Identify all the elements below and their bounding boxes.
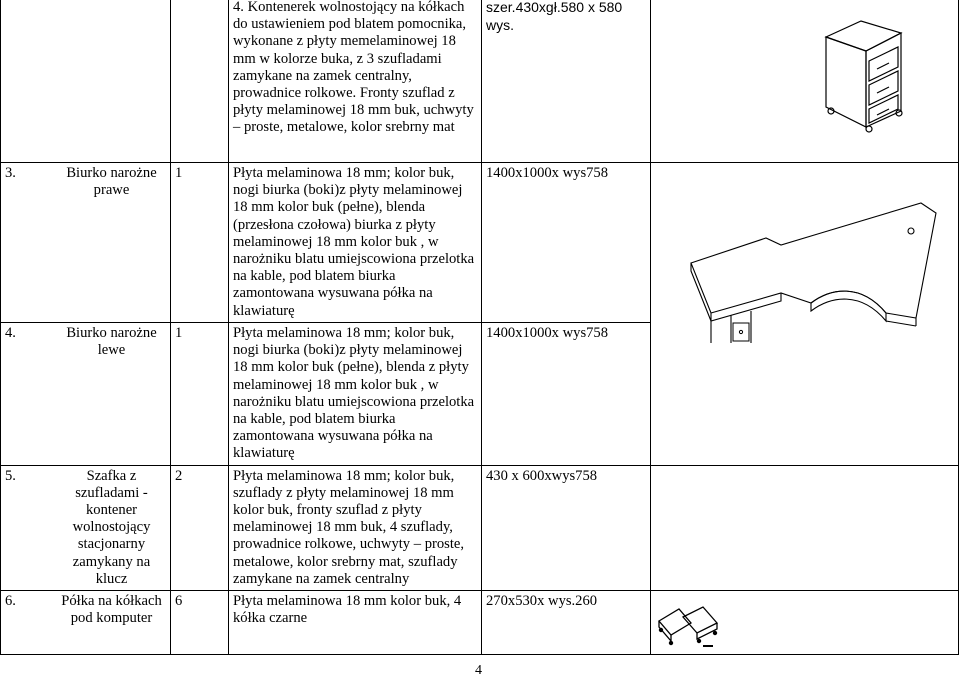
description-cell (229, 323, 482, 466)
quantity-cell (171, 465, 229, 590)
quantity-cell (171, 591, 229, 655)
item-name-cell (1, 323, 171, 466)
item-name-cell (1, 465, 171, 590)
corner-desk-drawing-icon (671, 193, 941, 343)
quantity-value: 6 (175, 593, 183, 610)
quantity-value: 1 (175, 165, 183, 181)
image-cell (651, 163, 959, 466)
dimensions-cell (482, 0, 651, 163)
dimensions-text: 430 x 600xwys758 (486, 467, 598, 484)
description-text: Płyta melaminowa 18 mm; kolor buk, szuflady z płyty melaminowej 18 mm kolor buk, fronty szuflad z płyty melaminowej 18 mm buk, 4 szuflady, prowadnice rolkowe, uchwyty – proste, metalowe, kolor srebrny mat, szuflady zamykane na zamek centralny (233, 467, 465, 587)
image-cell (651, 465, 959, 590)
dimensions-text: 1400x1000x wys758 (486, 165, 609, 181)
dimensions-cell (482, 465, 651, 590)
table-row (1, 0, 959, 163)
page-number: 4 (475, 663, 482, 678)
item-number: 4. (5, 325, 16, 341)
dimensions-text: szer.430xgł.580 x 580 wys. (486, 0, 623, 34)
cpu-stand-drawing-icon (651, 603, 731, 649)
description-cell (229, 465, 482, 590)
item-name: Biurko narożne prawe (66, 165, 157, 199)
item-name-cell (1, 163, 171, 323)
item-name: Półka na kółkach pod komputer (61, 593, 162, 627)
item-number: 3. (5, 165, 16, 181)
dimensions-cell (482, 323, 651, 466)
item-name: Biurko narożne lewe (66, 325, 157, 359)
mobile-pedestal-drawing-icon (821, 15, 911, 135)
item-number: 6. (5, 593, 16, 610)
item-name-cell (1, 591, 171, 655)
description-cell (229, 591, 482, 655)
description-text: Płyta melaminowa 18 mm; kolor buk, nogi biurka (boki)z płyty melaminowej 18 mm kolor buk (pełne), blenda (przesłona czołowa) biurka z płyty melaminowej 18 mm kolor buk , w narożniku blatu umiejscowiona przelotka na kable, pod blatem biurka zamontowana wysuwana półka na klawiaturę (233, 165, 475, 319)
image-cell (651, 0, 959, 163)
table-row (1, 465, 959, 590)
quantity-value: 2 (175, 467, 183, 484)
dimensions-text: 1400x1000x wys758 (486, 325, 609, 341)
dimensions-cell (482, 163, 651, 323)
description-cell (229, 163, 482, 323)
description-text: 4. Kontenerek wolnostojący na kółkach do ustawieniem pod blatem pomocnika, wykonane z płyty memelaminowej 18 mm w kolorze buka, z 3 szufladami zamykane na zamek centralny, prowadnice rolkowe. Fronty szuflad z płyty melaminowej 18 mm buk, uchwyty – proste, metalowe, kolor srebrny mat (233, 0, 474, 136)
description-text: Płyta melaminowa 18 mm; kolor buk, nogi biurka (boki)z płyty melaminowej 18 mm kolor buk (pełne), blenda z płyty melaminowej 18 mm kolor buk , w narożniku blatu umiejscowiona przelotka na kable, pod blatem biurka zamontowana wysuwana półka na klawiaturę (233, 325, 475, 462)
item-name: Szafka z szufladami - kontener wolnostojący stacjonarny zamykany na klucz (72, 467, 151, 587)
item-number: 5. (5, 467, 16, 484)
item-name-cell (1, 0, 171, 163)
quantity-cell (171, 323, 229, 466)
table-row (1, 591, 959, 655)
quantity-cell (171, 163, 229, 323)
dimensions-cell (482, 591, 651, 655)
quantity-cell (171, 0, 229, 163)
quantity-value: 1 (175, 325, 183, 341)
image-cell (651, 591, 959, 655)
description-cell (229, 0, 482, 163)
table-row (1, 163, 959, 323)
dimensions-text: 270x530x wys.260 (486, 593, 598, 610)
description-text: Płyta melaminowa 18 mm kolor buk, 4 kółka czarne (233, 593, 462, 627)
